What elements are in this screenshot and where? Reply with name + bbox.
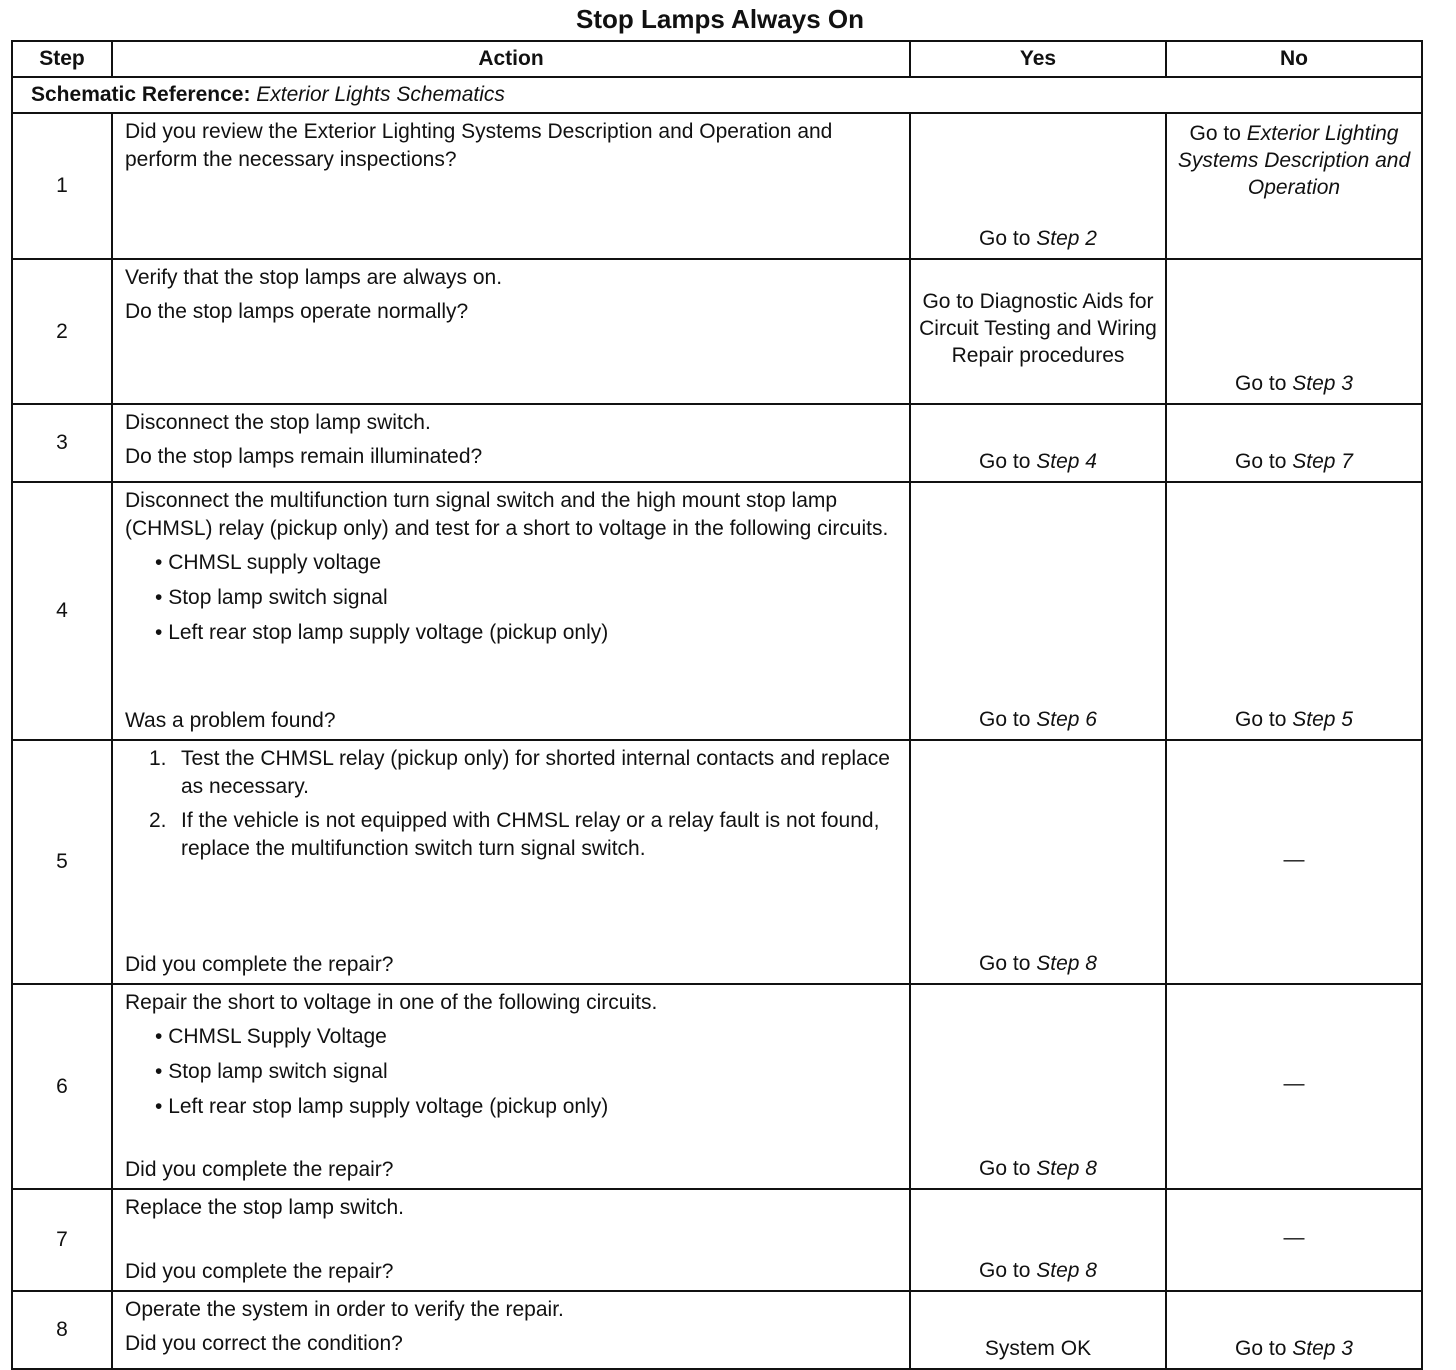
yes-result	[910, 482, 1166, 740]
yes-step-link[interactable]: Step 6	[1036, 708, 1097, 731]
table-row	[12, 259, 1422, 404]
action-text: Repair the short to voltage in one of the following circuits.	[125, 991, 658, 1014]
yes-result	[910, 259, 1166, 404]
table-row	[12, 984, 1422, 1189]
bullet-item	[125, 584, 897, 612]
yes-text: Go to	[979, 952, 1037, 975]
table-row	[12, 1189, 1422, 1291]
action-text: Did you review the Exterior Lighting Systems Description and Operation and perform the necessary inspections?	[125, 120, 833, 171]
no-step-link[interactable]: Exterior Lighting Systems Description and Operation	[1177, 122, 1411, 199]
header-step: Step	[12, 41, 112, 77]
item-number: 2.	[149, 809, 167, 832]
no-text: —	[1283, 1072, 1305, 1095]
no-step-link[interactable]: Step 7	[1292, 450, 1353, 473]
header-row	[12, 41, 1422, 77]
item-number: 1.	[149, 747, 167, 770]
header-yes: Yes	[910, 41, 1166, 77]
bullet-text: CHMSL supply voltage	[168, 551, 382, 574]
table-row	[12, 404, 1422, 482]
no-result	[1166, 113, 1422, 259]
action-cell	[112, 1189, 910, 1291]
action-text: Operate the system in order to verify the repair.	[125, 1298, 564, 1321]
action-text: Do the stop lamps operate normally?	[125, 300, 469, 323]
yes-step-link[interactable]: Step 8	[1036, 952, 1097, 975]
yes-text: Go to	[979, 450, 1037, 473]
step-number: 3	[12, 404, 112, 482]
page-title: Stop Lamps Always On	[576, 4, 864, 34]
numbered-item	[125, 745, 897, 801]
table-row	[12, 1291, 1422, 1369]
action-cell	[112, 113, 910, 259]
no-text: Go to	[1235, 450, 1293, 473]
no-text: —	[1283, 1225, 1305, 1249]
no-result	[1166, 1189, 1422, 1291]
yes-result	[910, 740, 1166, 984]
yes-result	[910, 1189, 1166, 1291]
bullet-icon: •	[155, 1095, 169, 1118]
yes-step-link[interactable]: Step 8	[1036, 1157, 1097, 1180]
no-step-link[interactable]: Step 5	[1292, 708, 1353, 731]
action-question: Did you complete the repair?	[125, 953, 394, 976]
action-question: Did you complete the repair?	[125, 1158, 394, 1181]
action-text: Verify that the stop lamps are always on.	[125, 266, 503, 289]
no-text: —	[1283, 847, 1305, 871]
action-cell	[112, 404, 910, 482]
bullet-item	[125, 549, 897, 577]
bullet-text: Left rear stop lamp supply voltage (pickup only)	[168, 621, 609, 644]
action-text: Disconnect the stop lamp switch.	[125, 411, 431, 434]
no-result	[1166, 984, 1422, 1189]
item-text: Test the CHMSL relay (pickup only) for shorted internal contacts and replace as necessary.	[181, 747, 890, 798]
action-cell	[112, 259, 910, 404]
table-row	[12, 740, 1422, 984]
no-step-link[interactable]: Step 3	[1292, 372, 1353, 395]
no-result	[1166, 259, 1422, 404]
action-text: Disconnect the multifunction turn signal switch and the high mount stop lamp (CHMSL) relay (pickup only) and test for a short to voltage in the following circuits.	[125, 489, 889, 540]
action-content	[125, 264, 897, 399]
action-content	[125, 1296, 897, 1364]
yes-result	[910, 984, 1166, 1189]
bullet-item	[125, 1093, 897, 1121]
step-number: 5	[12, 740, 112, 984]
table-row	[12, 113, 1422, 259]
yes-result	[910, 113, 1166, 259]
spacer	[125, 869, 897, 951]
item-text: If the vehicle is not equipped with CHMSL relay or a relay fault is not found, replace the multifunction switch turn signal switch.	[181, 809, 880, 860]
yes-text: System OK	[984, 1337, 1092, 1360]
no-text: Go to	[1235, 1337, 1293, 1360]
action-text: Do the stop lamps remain illuminated?	[125, 445, 483, 468]
action-content	[125, 409, 897, 477]
bullet-text: Stop lamp switch signal	[168, 586, 388, 609]
yes-step-link[interactable]: Step 2	[1036, 227, 1097, 250]
action-cell	[112, 1291, 910, 1369]
action-content	[125, 487, 897, 735]
schematic-link[interactable]: Exterior Lights Schematics	[256, 83, 505, 106]
spacer	[125, 1128, 897, 1156]
action-text: Did you correct the condition?	[125, 1332, 403, 1355]
action-content	[125, 989, 897, 1184]
yes-result	[910, 1291, 1166, 1369]
bullet-icon: •	[155, 551, 169, 574]
no-result	[1166, 482, 1422, 740]
bullet-icon: •	[155, 1060, 169, 1083]
yes-text: Go to	[979, 1259, 1037, 1282]
schematic-reference	[12, 77, 1422, 113]
step-number: 1	[12, 113, 112, 259]
yes-step-link[interactable]: Step 4	[1036, 450, 1097, 473]
schematic-row	[12, 77, 1422, 113]
yes-step-link[interactable]: Step 8	[1036, 1259, 1097, 1282]
numbered-item	[125, 807, 897, 863]
yes-text: Go to Diagnostic Aids for Circuit Testing and Wiring Repair procedures	[919, 290, 1157, 367]
bullet-icon: •	[155, 1025, 169, 1048]
step-number: 8	[12, 1291, 112, 1369]
diagnostic-table	[11, 40, 1423, 1370]
header-action: Action	[112, 41, 910, 77]
yes-result	[910, 404, 1166, 482]
step-number: 7	[12, 1189, 112, 1291]
bullet-item	[125, 1023, 897, 1051]
action-content	[125, 118, 897, 254]
no-text: Go to	[1235, 708, 1293, 731]
action-content	[125, 1194, 897, 1286]
bullet-item	[125, 1058, 897, 1086]
table-row	[12, 482, 1422, 740]
bullet-icon: •	[155, 621, 169, 644]
action-cell	[112, 740, 910, 984]
action-text: Replace the stop lamp switch.	[125, 1196, 404, 1219]
spacer	[125, 1228, 897, 1258]
yes-text: Go to	[979, 1157, 1037, 1180]
bullet-item	[125, 619, 897, 647]
yes-text: Go to	[979, 227, 1037, 250]
no-result	[1166, 404, 1422, 482]
no-text: Go to	[1235, 372, 1293, 395]
action-cell	[112, 482, 910, 740]
bullet-text: Stop lamp switch signal	[168, 1060, 388, 1083]
no-result	[1166, 740, 1422, 984]
action-question: Was a problem found?	[125, 709, 336, 732]
step-number: 6	[12, 984, 112, 1189]
yes-text: Go to	[979, 708, 1037, 731]
header-no: No	[1166, 41, 1422, 77]
no-text: Go to	[1189, 122, 1247, 145]
no-result	[1166, 1291, 1422, 1369]
bullet-text: Left rear stop lamp supply voltage (pickup only)	[168, 1095, 609, 1118]
schematic-label: Schematic Reference:	[31, 83, 251, 106]
action-question: Did you complete the repair?	[125, 1260, 394, 1283]
action-cell	[112, 984, 910, 1189]
step-number: 2	[12, 259, 112, 404]
no-step-link[interactable]: Step 3	[1292, 1337, 1353, 1360]
bullet-icon: •	[155, 586, 169, 609]
spacer	[125, 654, 897, 707]
bullet-text: CHMSL Supply Voltage	[168, 1025, 387, 1048]
action-content	[125, 745, 897, 979]
step-number: 4	[12, 482, 112, 740]
